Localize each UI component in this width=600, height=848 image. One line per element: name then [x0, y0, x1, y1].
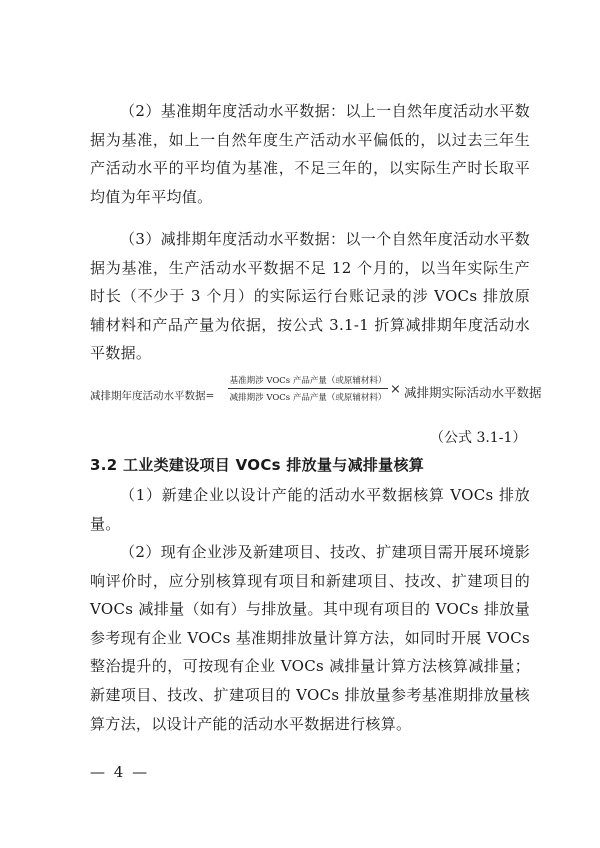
paragraph-baseline-activity: （2）基准期年度活动水平数据：以上一自然年度活动水平数据为基准，如上一自然年度生产活动水平偏低的，以过去三年生产活动水平的平均值为基准，不足三年的，以实际生产时长取平均值为年平均值。 [90, 102, 530, 206]
page-number: — 4 — [90, 763, 150, 781]
formula-operator: × [390, 382, 401, 397]
formula-denominator: 减排期涉 VOCs 产品产量（或原辅材料） [229, 393, 387, 403]
section-heading: 3.2 工业类建设项目 VOCs 排放量与减排量核算 [90, 456, 425, 474]
formula-label: （公式 3.1-1） [430, 430, 527, 446]
formula-rhs: 减排期实际活动水平数据 [404, 385, 542, 400]
paragraph-new-enterprise: （1）新建企业以设计产能的活动水平数据核算 VOCs 排放量。 [90, 486, 530, 533]
formula-lhs: 减排期年度活动水平数据= [90, 390, 215, 402]
formula-numerator: 基准期涉 VOCs 产品产量（或原辅材料） [228, 374, 388, 389]
paragraph-reduction-activity: （3）减排期年度活动水平数据：以一个自然年度活动水平数据为基准，生产活动水平数据不足 12 个月的，以当年实际生产时长（不少于 3 个月）的实际运行台账记录的涉 VOCs 排放原辅材料和产品产量为依据，按公式 3.1-1 折算减排期年度活动水平数据。 [90, 230, 530, 363]
formula-3-1-1 [90, 370, 540, 414]
paragraph-existing-enterprise: （2）现有企业涉及新建项目、技改、扩建项目需开展环境影响评价时，应分别核算现有项目和新建项目、技改、扩建项目的 VOCs 减排量（如有）与排放量。其中现有项目的 VOCs 排放量参考现有企业 VOCs 基准期排放量计算方法，如同时开展 VOCs 整治提升的，可按现有企业 VOCs 减排量计算方法核算减排量；新建项目、技改、扩建项目的 VOCs 排放量参考基准期排放量核算方法，以设计产能的活动水平数据进行核算。 [90, 543, 530, 733]
formula-fraction [228, 374, 388, 403]
